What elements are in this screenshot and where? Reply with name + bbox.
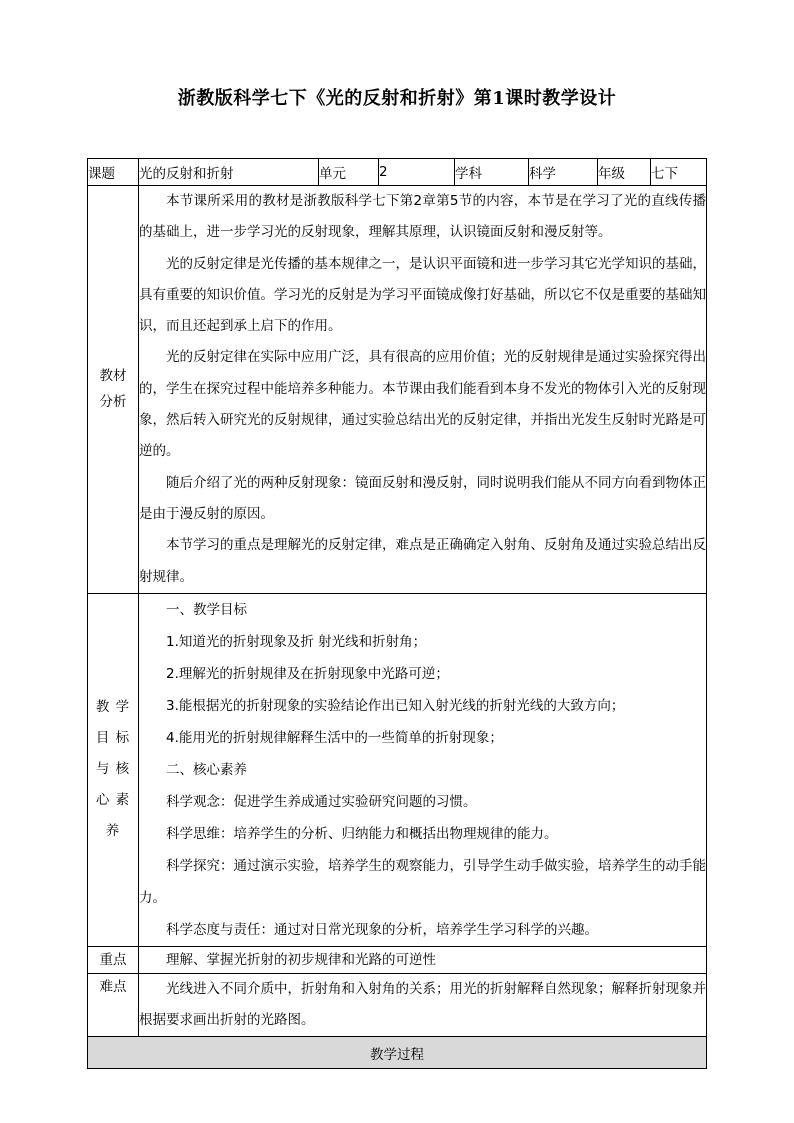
analysis-label-line: 教材	[99, 368, 127, 385]
grade-label: 年级	[598, 159, 651, 186]
goals-item: 3.能根据光的折射现象的实验结论作出已知入射光线的折射光线的大致方向；	[166, 697, 625, 714]
document-title: 浙教版科学七下《光的反射和折射》第1课时教学设计	[177, 88, 617, 109]
analysis-content	[139, 186, 707, 594]
difficulty-text: 光线进入不同介质中，折射角和入射角的关系；用光的折射解释自然现象；解释折射现象并根据要求画出折射的光路图。	[139, 980, 706, 1029]
goals-content	[139, 593, 707, 946]
analysis-paragraph: 光的反射定律是光传播的基本规律之一，是认识平面镜和进一步学习其它光学知识的基础，具有重要的知识价值。学习光的反射是为学习平面镜成像打好基础，所以它不仅是重要的基础知识，而且还起到承上启下的作用。	[139, 255, 706, 335]
difficulty-row	[88, 973, 707, 1037]
analysis-paragraph: 随后介绍了光的两种反射现象：镜面反射和漫反射，同时说明我们能从不同方向看到物体正是由于漫反射的原因。	[139, 474, 706, 522]
goals-label	[88, 593, 139, 946]
goals-item: 2.理解光的折射规律及在折射现象中光路可逆；	[166, 665, 449, 682]
unit-label: 单元	[319, 159, 379, 186]
goals-item: 1.知道光的折射现象及折 射光线和折射角；	[166, 633, 427, 650]
goals-label-line: 目 标	[95, 730, 131, 747]
analysis-label	[88, 186, 139, 594]
competency-heading: 二、核心素养	[166, 761, 247, 778]
key-point-text: 理解、掌握光折射的初步规律和光路的可逆性	[139, 946, 707, 973]
analysis-paragraph: 本节课所采用的教材是浙教版科学七下第2章第5节的内容，本节是在学习了光的直线传播的基础上，进一步学习光的反射现象，理解其原理，认识镜面反射和漫反射等。	[139, 193, 706, 241]
difficulty-label: 难点	[88, 973, 139, 1037]
topic-label: 课题	[88, 159, 139, 186]
analysis-label-line: 分析	[99, 394, 127, 411]
key-point-label: 重点	[88, 946, 139, 973]
analysis-paragraph: 光的反射定律在实际中应用广泛，具有很高的应用价值；光的反射规律是通过实验探究得出的，学生在探究过程中能培养多种能力。本节课由我们能看到本身不发光的物体引入光的反射现象，然后转入研究光的反射规律，通过实验总结出光的反射定律，并指出光发生反射时光路是可逆的。	[139, 349, 706, 460]
goals-row	[88, 593, 707, 946]
grade-value: 七下	[651, 159, 707, 186]
goals-label-line: 心 素	[95, 792, 131, 809]
goals-label-line: 与 核	[95, 761, 131, 778]
subject-label: 学科	[455, 159, 529, 186]
competency-item: 科学探究：通过演示实验，培养学生的观察能力，引导学生动手做实验，培养学生的动手能力。	[139, 857, 706, 906]
analysis-row	[88, 186, 707, 594]
unit-value: 2	[379, 159, 455, 186]
goals-label-line: 养	[105, 823, 121, 840]
competency-item: 科学态度与责任：通过对日常光现象的分析，培养学生学习科学的兴趣。	[166, 921, 598, 938]
topic-value: 光的反射和折射	[139, 159, 319, 186]
goals-item: 4.能用光的折射规律解释生活中的一些简单的折射现象；	[166, 729, 503, 746]
lesson-plan-table	[87, 158, 707, 1069]
process-row	[88, 1037, 707, 1069]
key-point-row	[88, 946, 707, 973]
subject-value: 科学	[529, 159, 598, 186]
competency-item: 科学思维：培养学生的分析、归纳能力和概括出物理规律的能力。	[166, 825, 558, 842]
analysis-paragraph: 本节学习的重点是理解光的反射定律，难点是正确确定入射角、反射角及通过实验总结出反射规律。	[139, 537, 706, 585]
goals-label-line: 教 学	[95, 699, 131, 716]
header-row	[88, 159, 707, 186]
competency-item: 科学观念：促进学生养成通过实验研究问题的习惯。	[166, 793, 477, 810]
difficulty-content	[139, 973, 707, 1037]
process-label: 教学过程	[88, 1037, 707, 1069]
goals-heading: 一、教学目标	[166, 601, 247, 618]
